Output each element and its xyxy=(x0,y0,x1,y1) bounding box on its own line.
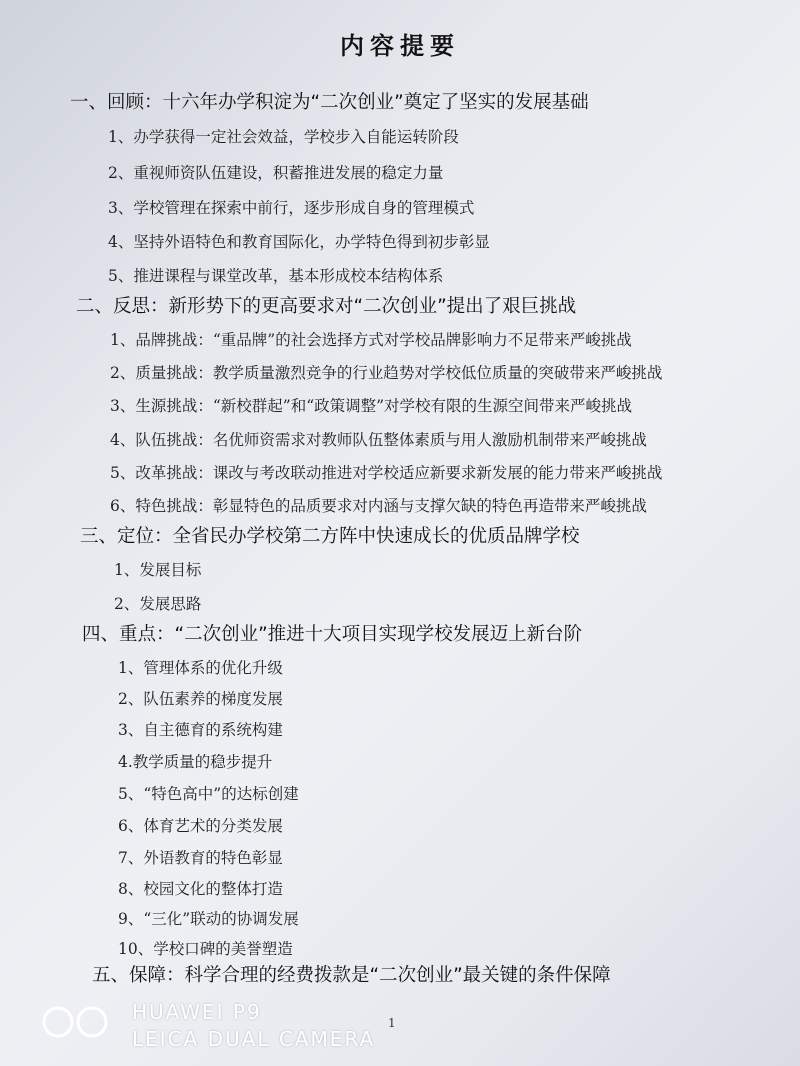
section-4-heading: 四、重点：“二次创业”推进十大项目实现学校发展迈上新台阶 xyxy=(82,624,583,645)
section-1-item-3: 3、学校管理在探索中前行，逐步形成自身的管理模式 xyxy=(108,199,475,217)
section-2-item-6: 6、特色挑战：彰显特色的品质要求对内涵与支撑欠缺的特色再造带来严峻挑战 xyxy=(110,497,647,515)
section-3-item-1: 1、发展目标 xyxy=(114,561,202,579)
section-2-item-3: 3、生源挑战：“新校群起”和“政策调整”对学校有限的生源空间带来严峻挑战 xyxy=(110,397,633,415)
section-4-item-7: 7、外语教育的特色彰显 xyxy=(118,849,283,867)
section-4-item-8: 8、校园文化的整体打造 xyxy=(118,880,283,898)
section-4-item-10: 10、学校口碑的美誉塑造 xyxy=(118,940,293,958)
page-number: 1 xyxy=(388,1016,396,1030)
section-2-item-1: 1、品牌挑战：“重品牌”的社会选择方式对学校品牌影响力不足带来严峻挑战 xyxy=(110,331,632,349)
section-2-item-2: 2、质量挑战：教学质量激烈竞争的行业趋势对学校低位质量的突破带来严峻挑战 xyxy=(110,364,663,382)
section-2-heading: 二、反思：新形势下的更高要求对“二次创业”提出了艰巨挑战 xyxy=(76,296,577,317)
section-4-item-6: 6、体育艺术的分类发展 xyxy=(118,817,283,835)
section-4-item-4: 4.教学质量的稳步提升 xyxy=(118,753,273,771)
section-1-item-4: 4、坚持外语特色和教育国际化，办学特色得到初步彰显 xyxy=(108,233,490,251)
leica-logo-icon xyxy=(40,1002,116,1042)
document-title: 内容提要 xyxy=(340,32,460,60)
section-1-item-2: 2、重视师资队伍建设，积蓄推进发展的稳定力量 xyxy=(108,164,444,182)
watermark-model: HUAWEI P9 xyxy=(132,1000,262,1024)
watermark-camera: LEICA DUAL CAMERA xyxy=(132,1027,376,1051)
section-3-heading: 三、定位：全省民办学校第二方阵中快速成长的优质品牌学校 xyxy=(80,526,580,547)
section-1-heading: 一、回顾：十六年办学积淀为“二次创业”奠定了坚实的发展基础 xyxy=(70,92,589,113)
section-4-item-3: 3、自主德育的系统构建 xyxy=(118,721,283,739)
section-4-item-9: 9、“三化”联动的协调发展 xyxy=(118,910,299,928)
section-1-item-1: 1、办学获得一定社会效益，学校步入自能运转阶段 xyxy=(108,128,459,146)
section-4-item-1: 1、管理体系的优化升级 xyxy=(118,659,283,677)
section-1-item-5: 5、推进课程与课堂改革，基本形成校本结构体系 xyxy=(108,267,444,285)
section-4-item-2: 2、队伍素养的梯度发展 xyxy=(118,690,283,708)
section-4-item-5: 5、“特色高中”的达标创建 xyxy=(118,785,299,803)
section-2-item-5: 5、改革挑战：课改与考改联动推进对学校适应新要求新发展的能力带来严峻挑战 xyxy=(110,464,663,482)
section-2-item-4: 4、队伍挑战：名优师资需求对教师队伍整体素质与用人激励机制带来严峻挑战 xyxy=(110,431,647,449)
section-3-item-2: 2、发展思路 xyxy=(114,595,202,613)
section-5-heading: 五、保障：科学合理的经费拨款是“二次创业”最关键的条件保障 xyxy=(92,965,611,986)
